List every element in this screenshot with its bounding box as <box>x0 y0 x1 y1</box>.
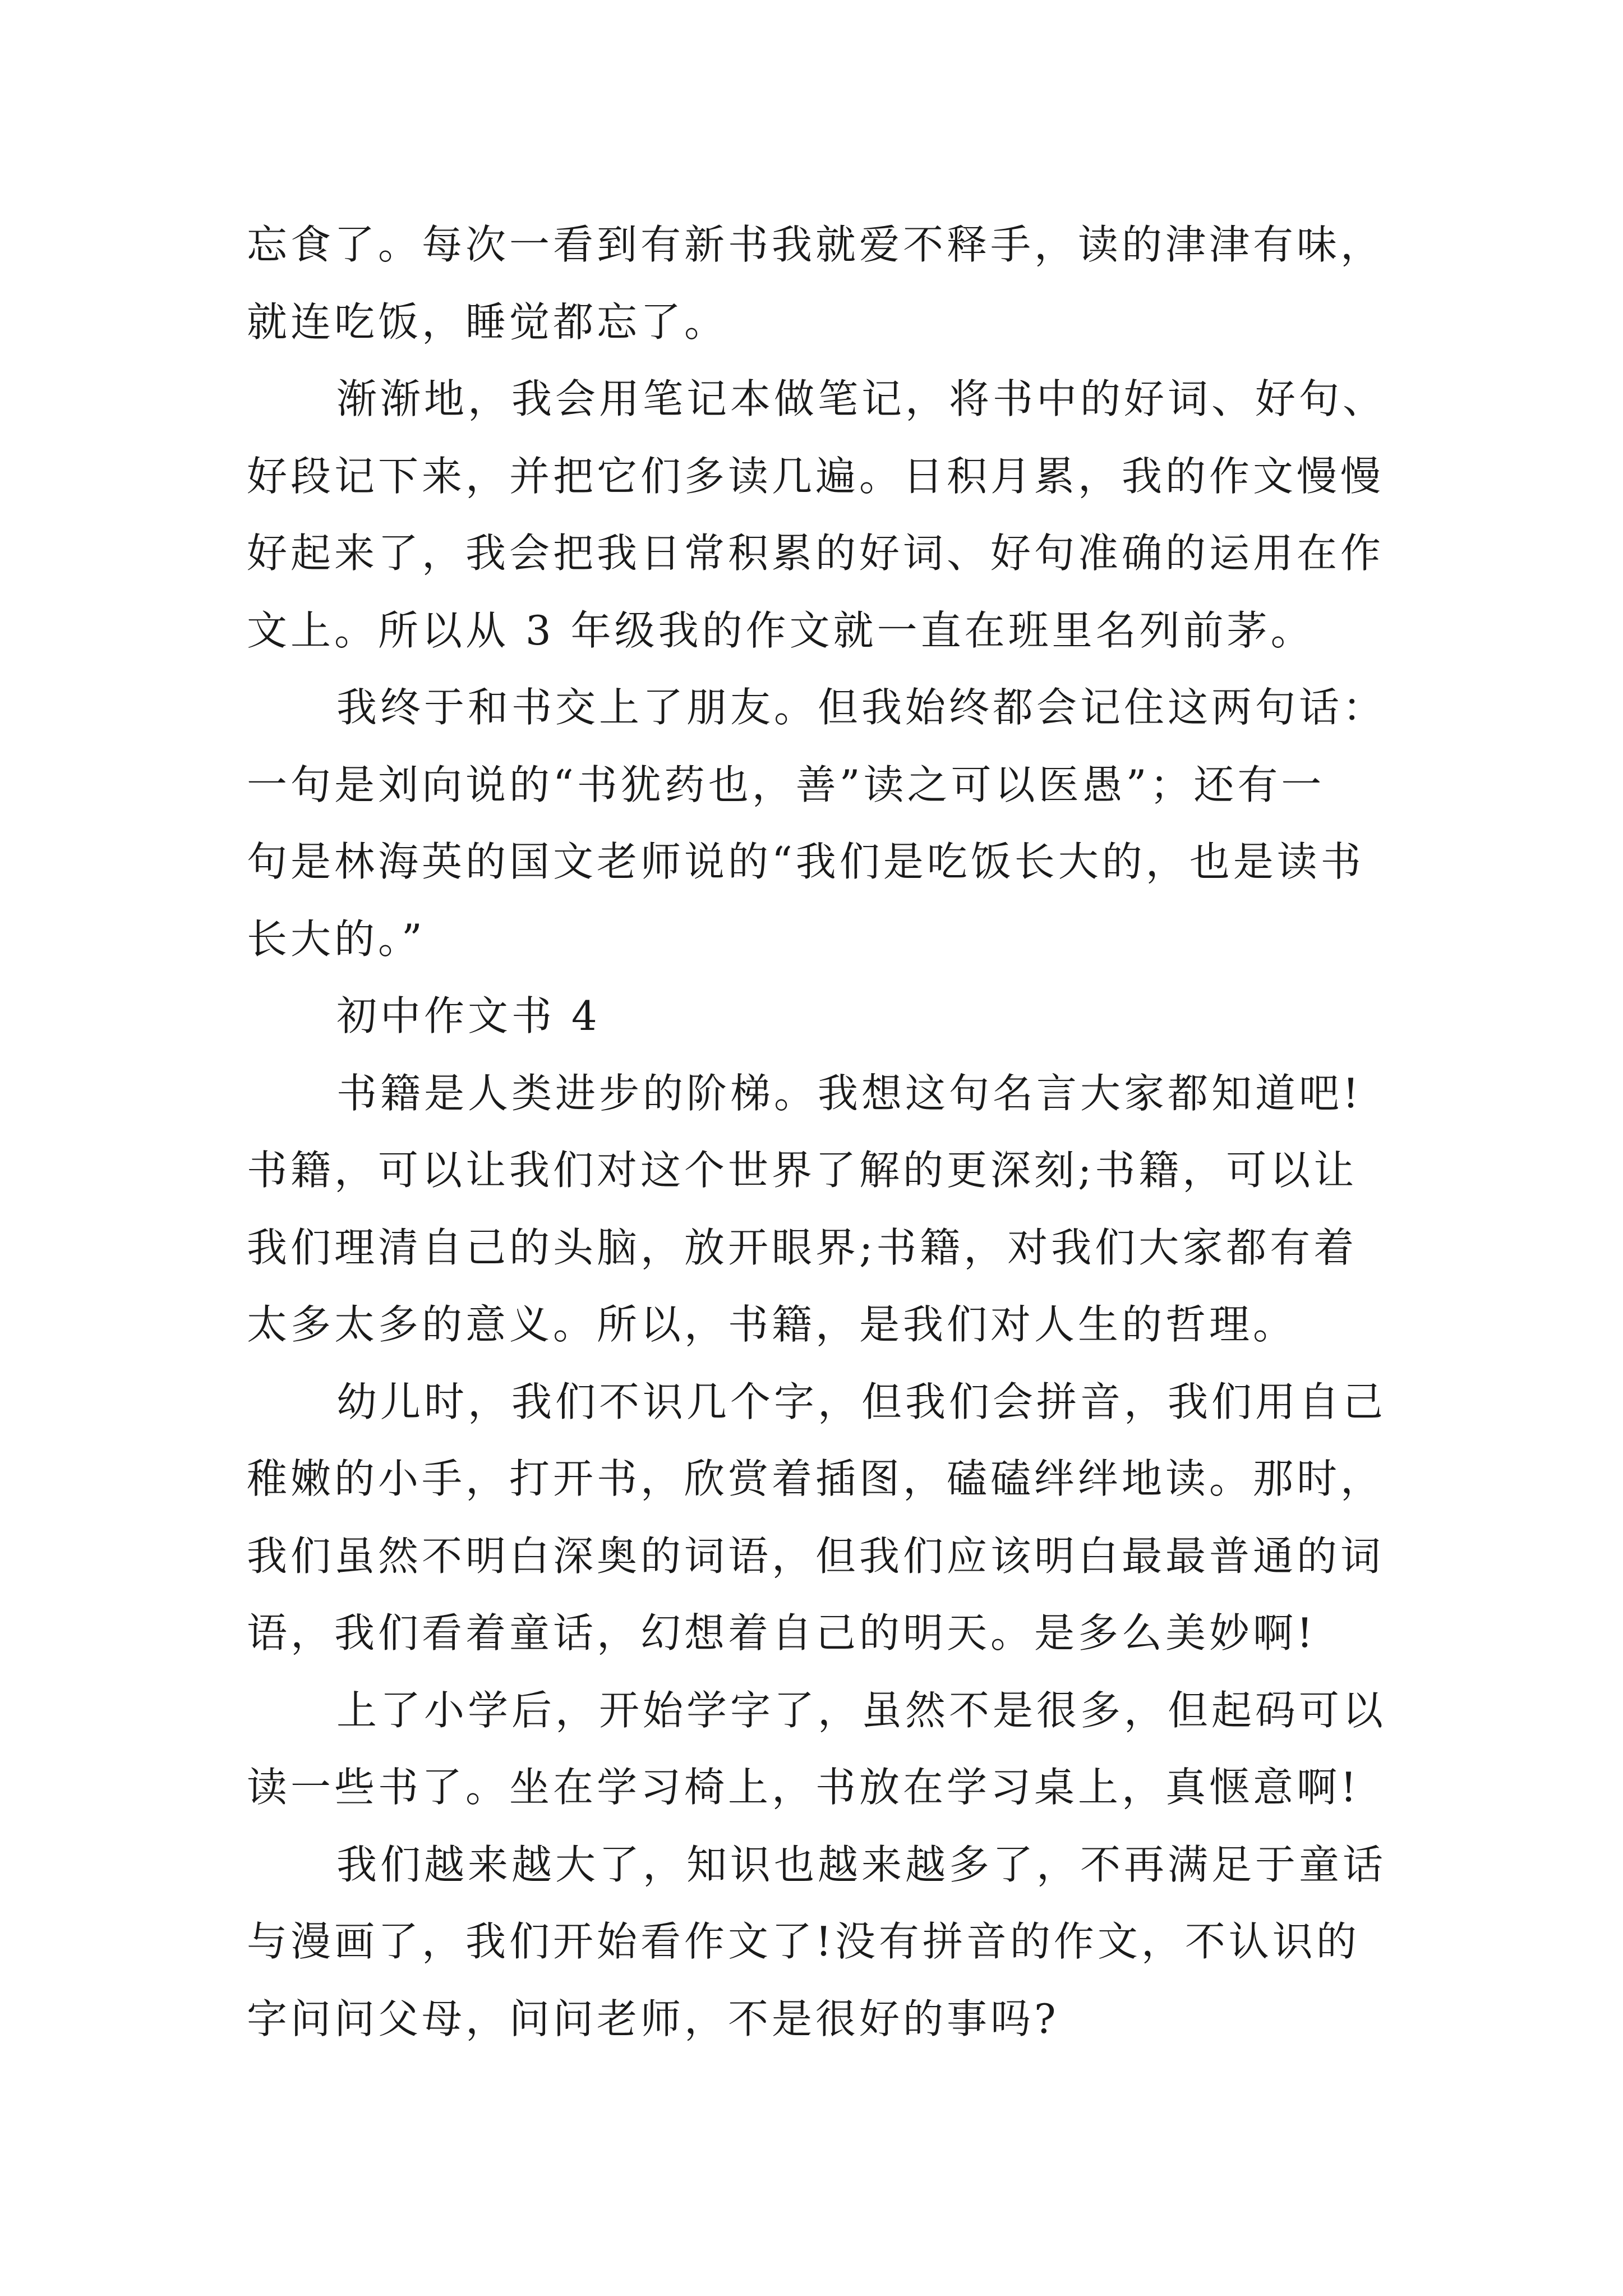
text-line: 文上。所以从 3 年级我的作文就一直在班里名列前茅。 <box>247 606 1315 654</box>
paragraph-first-line: 渐渐地，我会用笔记本做笔记，将书中的好词、好句、 <box>336 375 1387 422</box>
text-line: 就连吃饭，睡觉都忘了。 <box>247 298 728 346</box>
paragraph-first-line: 我们越来越大了，知识也越来越多了，不再满足于童话 <box>336 1841 1387 1888</box>
text-line: 字问问父母，问问老师，不是很好的事吗? <box>247 1995 1059 2042</box>
section-heading: 初中作文书 4 <box>336 992 601 1039</box>
text-line: 稚嫩的小手，打开书，欣赏着插图，磕磕绊绊地读。那时， <box>247 1455 1385 1502</box>
text-line: 好起来了，我会把我日常积累的好词、好句准确的运用在作 <box>247 530 1385 577</box>
text-line: 忘食了。每次一看到有新书我就爱不释手，读的津津有味， <box>247 221 1385 268</box>
text-line: 语，我们看着童话，幻想着自己的明天。是多么美妙啊! <box>247 1609 1316 1657</box>
text-line: 句是林海英的国文老师说的“我们是吃饭长大的，也是读书 <box>247 838 1364 885</box>
text-line: 我们虽然不明白深奥的词语，但我们应该明白最最普通的词 <box>247 1532 1385 1580</box>
text-line: 读一些书了。坐在学习椅上，书放在学习桌上，真惬意啊! <box>247 1764 1360 1811</box>
paragraph-first-line: 书籍是人类进步的阶梯。我想这句名言大家都知道吧! <box>336 1069 1362 1117</box>
paragraph-first-line: 幼儿时，我们不识几个字，但我们会拼音，我们用自己 <box>336 1378 1387 1425</box>
text-line: 一句是刘向说的“书犹药也，善”读之可以医愚”；还有一 <box>247 761 1325 808</box>
text-line: 长大的。” <box>247 915 426 963</box>
text-line: 我们理清自己的头脑，放开眼界;书籍，对我们大家都有着 <box>247 1223 1358 1271</box>
text-line: 与漫画了，我们开始看作文了!没有拼音的作文，不认识的 <box>247 1918 1360 1965</box>
document-body <box>247 206 1396 2058</box>
paragraph-first-line: 上了小学后，开始学字了，虽然不是很多，但起码可以 <box>336 1686 1387 1734</box>
text-line: 太多太多的意义。所以，书籍，是我们对人生的哲理。 <box>247 1301 1297 1348</box>
paragraph-first-line: 我终于和书交上了朋友。但我始终都会记住这两句话： <box>336 684 1387 731</box>
text-line: 书籍，可以让我们对这个世界了解的更深刻;书籍，可以让 <box>247 1147 1358 1194</box>
text-line: 好段记下来，并把它们多读几遍。日积月累，我的作文慢慢 <box>247 452 1385 500</box>
